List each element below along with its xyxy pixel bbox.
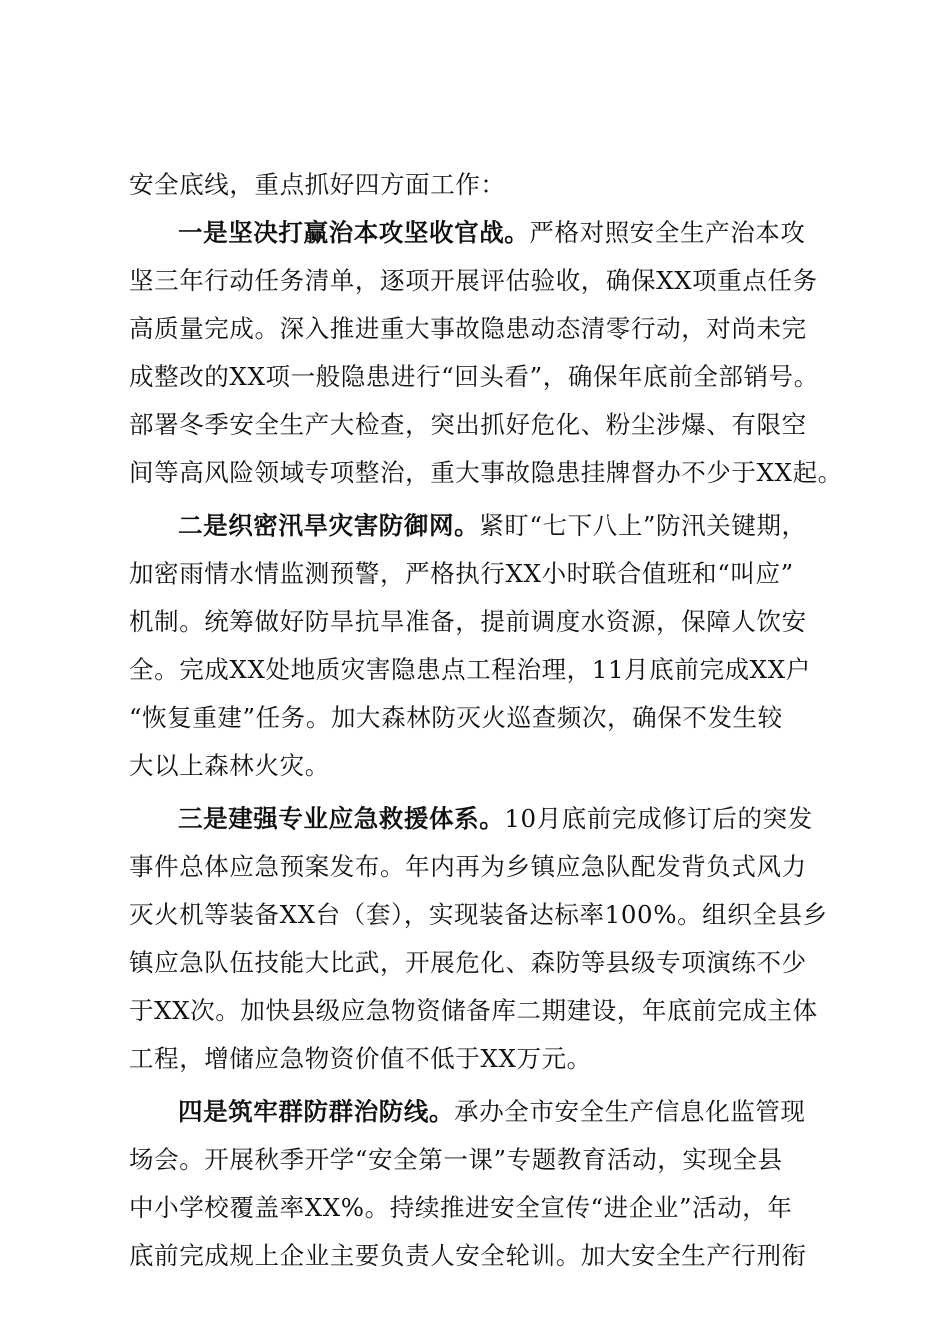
section-line: 大以上森林火灾。 [129, 751, 330, 780]
section-line: 事件总体应急预案发布。年内再为乡镇应急队配发背负式风力 [129, 852, 807, 881]
section-2 [129, 502, 859, 790]
section-heading: 一是坚决打赢治本攻坚收官战。 [178, 218, 530, 247]
section-1 [129, 209, 859, 497]
section-4 [129, 1088, 859, 1280]
document-body [129, 161, 859, 1280]
section-text: 紧盯“七下八上”防汛关键期， [479, 511, 807, 540]
section-line: 加密雨情水情监测预警，严格执行XX小时联合值班和“叫应” [129, 559, 794, 588]
section-line: 全。完成XX处地质灾害隐患点工程治理，11月底前完成XX户 [129, 655, 811, 684]
section-line: 场会。开展秋季开学“安全第一课”专题教育活动，实现全县 [129, 1145, 783, 1174]
section-heading: 三是建强专业应急救援体系。 [178, 804, 505, 833]
section-first-line [129, 795, 859, 843]
section-text: 严格对照安全生产治本攻 [529, 218, 806, 247]
section-line: 间等高风险领域专项整治，重大事故隐患挂牌督办不少于XX起。 [129, 458, 843, 487]
section-3 [129, 795, 859, 1083]
section-line: 底前完成规上企业主要负责人安全轮训。加大安全生产行刑衔 [129, 1241, 807, 1270]
section-first-line [129, 1088, 859, 1136]
section-line: 坚三年行动任务清单，逐项开展评估验收，确保XX项重点任务 [129, 266, 818, 295]
section-line: 镇应急队伍技能大比武，开展危化、森防等县级专项演练不少 [129, 948, 807, 977]
section-line: 于XX次。加快县级应急物资储备库二期建设，年底前完成主体 [129, 996, 818, 1025]
section-line: 高质量完成。深入推进重大事故隐患动态清零行动，对尚未完 [129, 314, 807, 343]
section-heading: 二是织密汛旱灾害防御网。 [178, 511, 480, 540]
section-first-line [129, 502, 859, 550]
section-line: 中小学校覆盖率XX%。持续推进安全宣传“进企业”活动，年 [129, 1193, 793, 1222]
section-line: 部署冬季安全生产大检查，突出抓好危化、粉尘涉爆、有限空 [129, 410, 807, 439]
section-text: 10月底前完成修订后的突发 [504, 804, 813, 833]
section-line: 工程，增储应急物资价值不低于XX万元。 [129, 1044, 592, 1073]
section-text: 承办全市安全生产信息化监管现 [454, 1097, 806, 1126]
section-heading: 四是筑牢群防群治防线。 [178, 1097, 455, 1126]
section-line: “恢复重建”任务。加大森林防灭火巡查频次，确保不发生较 [129, 703, 783, 732]
section-first-line [129, 209, 859, 257]
intro-line: 安全底线，重点抓好四方面工作： [129, 170, 506, 199]
section-line: 成整改的XX项一般隐患进行“回头看”，确保年底前全部销号。 [129, 362, 819, 391]
section-line: 机制。统筹做好防旱抗旱准备，提前调度水资源，保障人饮安 [129, 607, 807, 636]
section-line: 灭火机等装备XX台（套），实现装备达标率100%。组织全县乡 [129, 900, 828, 929]
